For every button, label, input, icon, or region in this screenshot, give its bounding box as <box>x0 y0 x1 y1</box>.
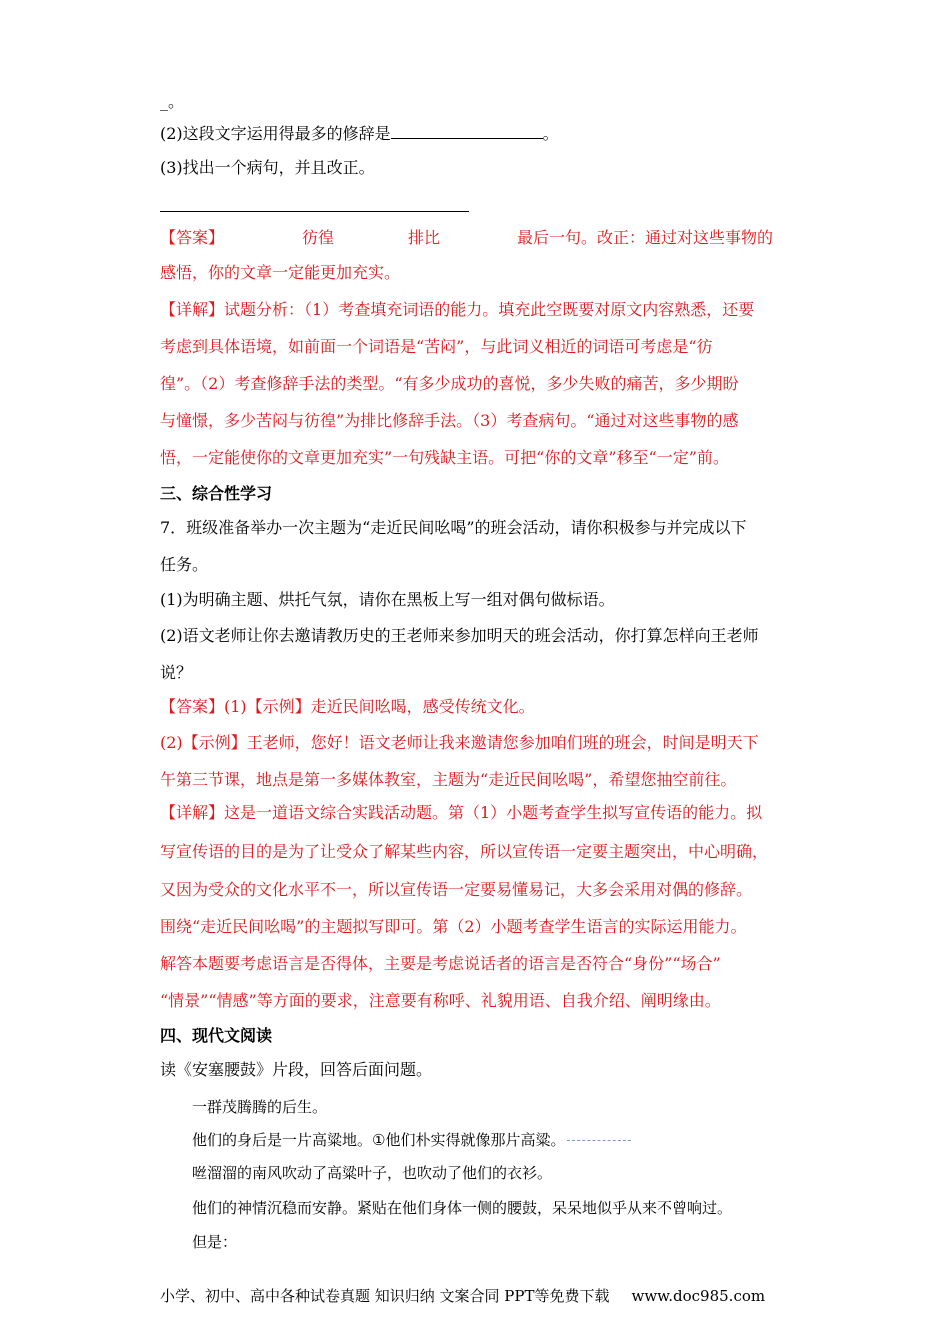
section-4-heading: 四、现代文阅读 <box>160 1026 273 1045</box>
question-2-text: (2)这段文字运用得最多的修辞是 <box>160 124 391 143</box>
answer-6-line-2: 感悟，你的文章一定能更加充实。 <box>160 263 401 282</box>
underline-annotation <box>567 1140 631 1141</box>
question-2-end: 。 <box>542 124 559 143</box>
detail-label: 【详解】 <box>160 300 225 319</box>
footer-text: 小学、初中、高中各种试卷真题 知识归纳 文案合同 PPT等免费下载 <box>160 1287 610 1305</box>
detail-7-line-5: 解答本题要考虑语言是否得体，主要是考虑说话者的语言是否符合“身份”“场合” <box>160 954 721 973</box>
answer-word-2: 排比 <box>408 228 441 247</box>
answer-7-line-3: 午第三节课，地点是第一多媒体教室，主题为“走近民间吆喝”，希望您抽空前往。 <box>160 770 737 789</box>
detail-7-line-2: 写宣传语的目的是为了让受众了解某些内容，所以宣传语一定要主题突出，中心明确， <box>160 842 769 861</box>
question-7-2-line-1: (2)语文老师让你去邀请教历史的王老师来参加明天的班会活动，你打算怎样向王老师 <box>160 626 759 645</box>
question-7-1: (1)为明确主题、烘托气氛，请你在黑板上写一组对偶句做标语。 <box>160 590 615 609</box>
dangling-blank-end: _。 <box>160 92 185 111</box>
question-7-line-1: 7．班级准备举办一次主题为“走近民间吆喝”的班会活动，请你积极参与并完成以下 <box>160 518 747 537</box>
answer-7-line-1: 【答案】(1)【示例】走近民间吆喝，感受传统文化。 <box>160 697 535 716</box>
detail-6-text: 试题分析：（1）考查填充词语的能力。填充此空既要对原文内容熟悉，还要 <box>224 300 755 319</box>
answer-7-line-2: (2)【示例】王老师，您好！语文老师让我来邀请您参加咱们班的班会，时间是明天下 <box>160 733 759 752</box>
detail-7-line-3: 又因为受众的文化水平不一，所以宣传语一定要易懂易记，大多会采用对偶的修辞。 <box>160 880 753 899</box>
answer-line <box>160 211 469 212</box>
passage-paragraph-5: 但是： <box>192 1233 238 1251</box>
detail-6-line-1 <box>160 300 754 320</box>
passage-paragraph-2 <box>192 1130 631 1150</box>
section-3-heading: 三、综合性学习 <box>160 484 273 503</box>
passage-paragraph-2-text: 他们的身后是一片高粱地。①他们朴实得就像那片高粱。 <box>192 1131 566 1149</box>
answer-word-3: 最后一句。改正：通过对这些事物的 <box>517 228 774 247</box>
page-footer <box>160 1285 765 1306</box>
answer-label: 【答案】 <box>160 228 225 247</box>
question-7-2-line-2: 说？ <box>160 663 193 682</box>
question-2 <box>160 124 559 144</box>
question-3: (3)找出一个病句，并且改正。 <box>160 158 375 177</box>
detail-6-line-4: 与憧憬，多少苦闷与彷徨”为排比修辞手法。（3）考查病句。“通过对这些事物的感 <box>160 411 739 430</box>
detail-7-line-4: 围绕“走近民间吆喝”的主题拟写即可。第（2）小题考查学生语言的实际运用能力。 <box>160 917 747 936</box>
answer-blank <box>391 124 543 139</box>
detail-7-line-6: “情景”“情感”等方面的要求，注意要有称呼、礼貌用语、自我介绍、阐明缘由。 <box>160 991 721 1010</box>
answer-word-1: 彷徨 <box>302 228 335 247</box>
passage-paragraph-3: 咝溜溜的南风吹动了高粱叶子，也吹动了他们的衣衫。 <box>192 1164 553 1182</box>
detail-7-line-1: 【详解】这是一道语文综合实践活动题。第（1）小题考查学生拟写宣传语的能力。拟 <box>160 803 763 822</box>
detail-6-line-3: 徨”。（2）考查修辞手法的类型。“有多少成功的喜悦，多少失败的痛苦，多少期盼 <box>160 374 739 393</box>
detail-6-line-5: 悟，一定能使你的文章更加充实”一句残缺主语。可把“你的文章”移至“一定”前。 <box>160 448 729 467</box>
passage-paragraph-4: 他们的神情沉稳而安静。紧贴在他们身体一侧的腰鼓，呆呆地似乎从来不曾响过。 <box>192 1199 733 1217</box>
question-7-line-2: 任务。 <box>160 555 209 574</box>
answer-6-line-1 <box>160 228 773 248</box>
passage-paragraph-1: 一群茂腾腾的后生。 <box>192 1098 328 1116</box>
footer-url[interactable]: www.doc985.com <box>631 1287 766 1305</box>
reading-intro: 读《安塞腰鼓》片段，回答后面问题。 <box>160 1060 433 1079</box>
detail-6-line-2: 考虑到具体语境，如前面一个词语是“苦闷”，与此词义相近的词语可考虑是“彷 <box>160 337 713 356</box>
